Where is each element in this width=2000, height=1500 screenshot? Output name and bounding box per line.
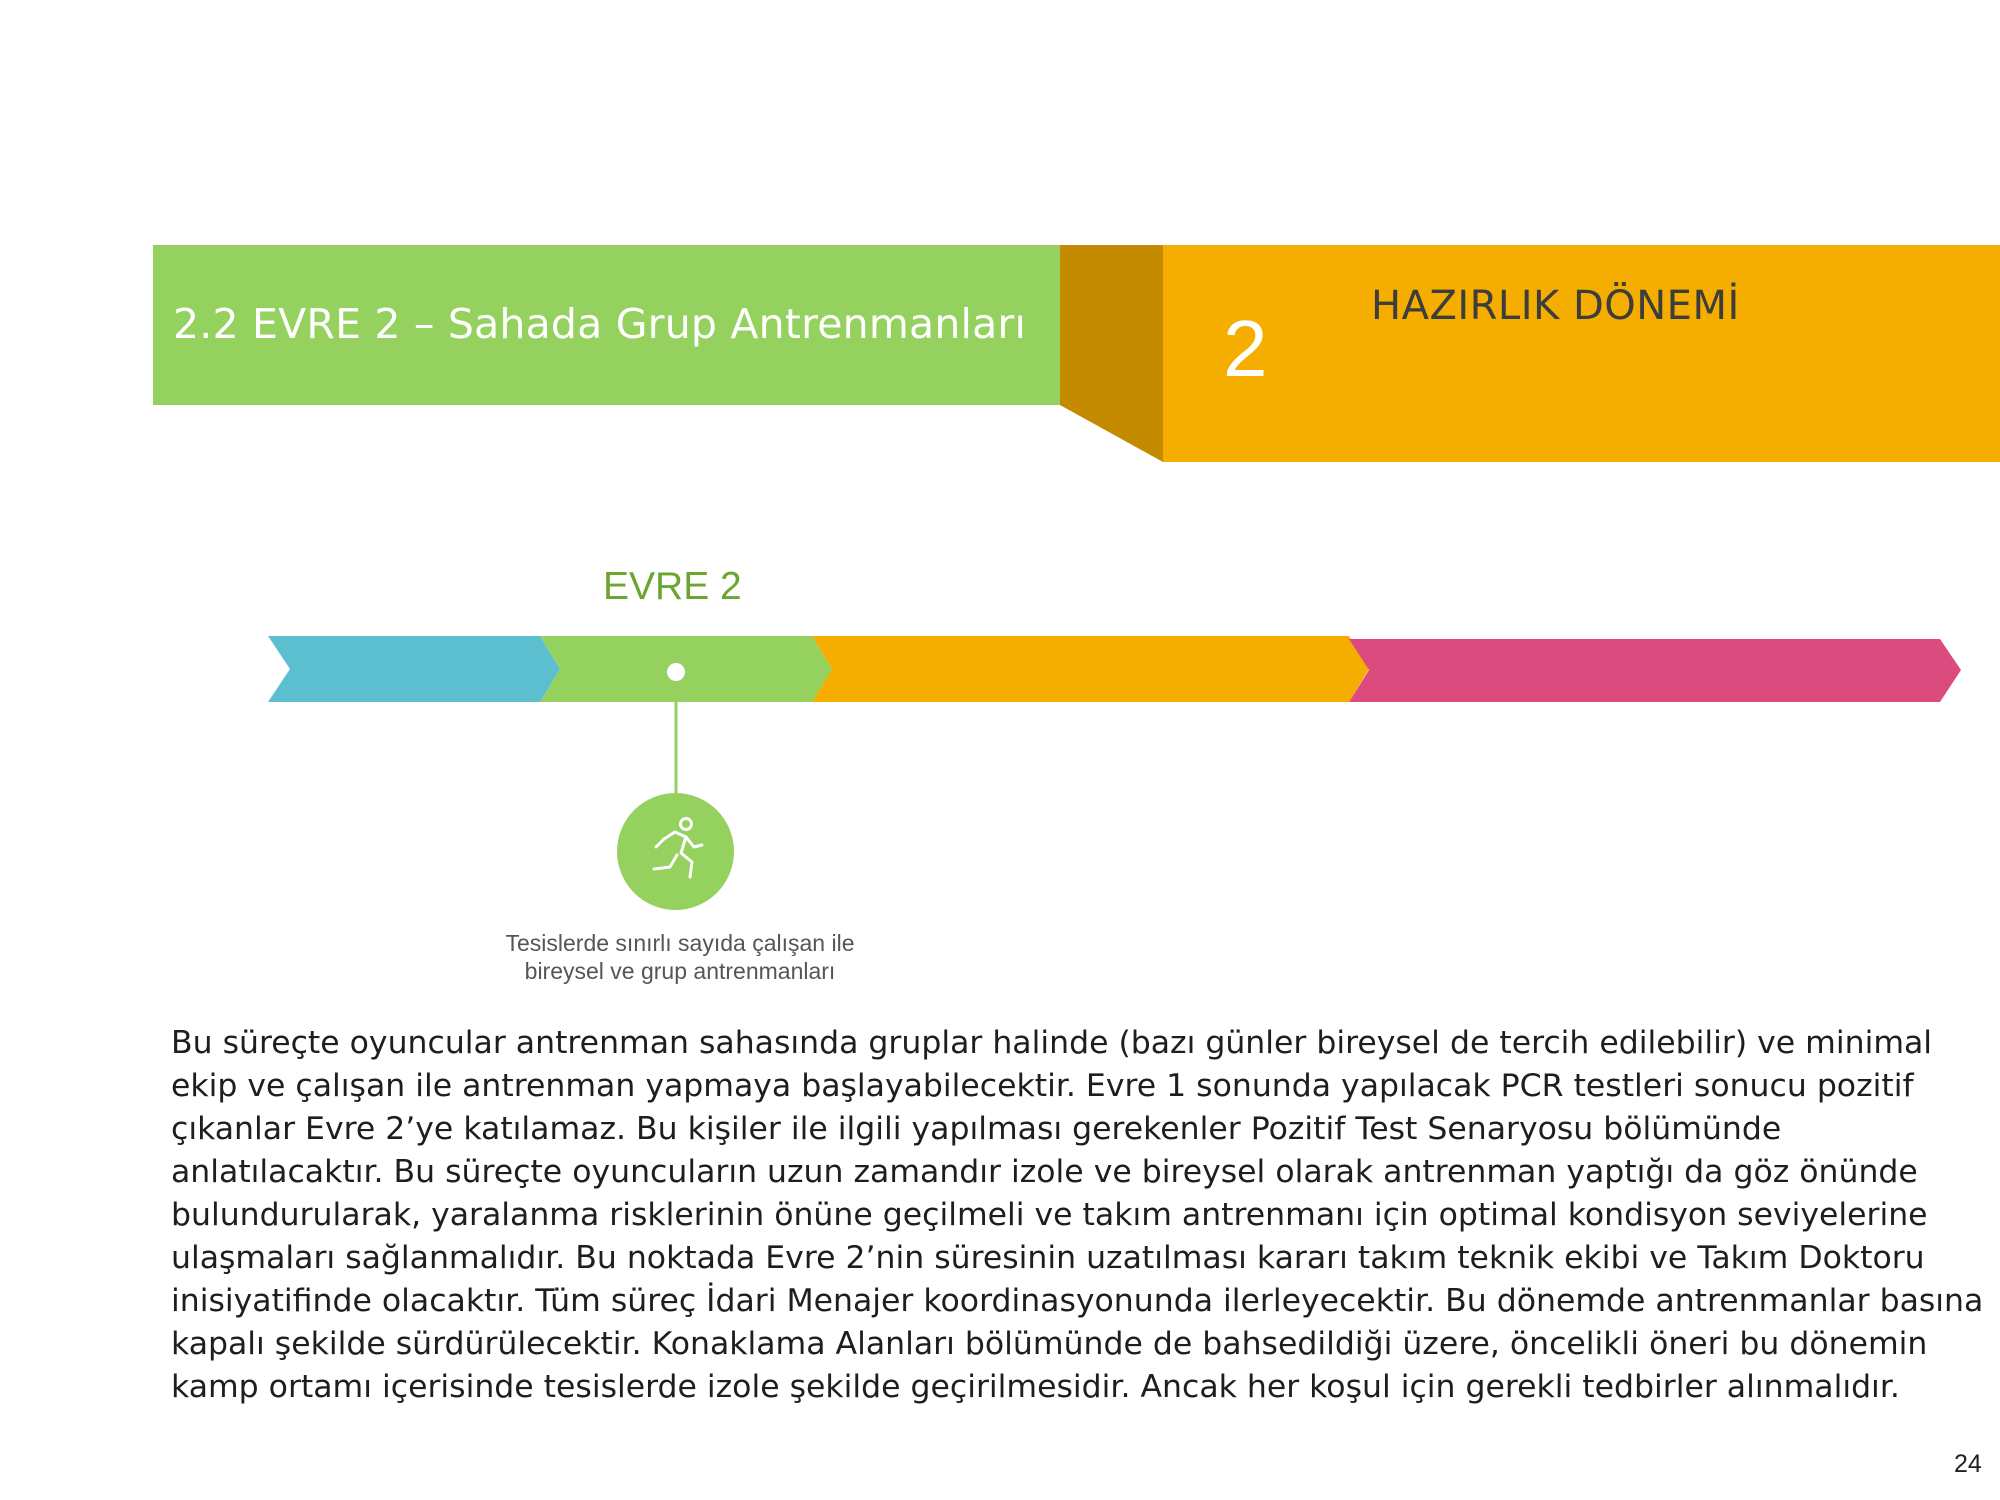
phase-label: EVRE 2 — [603, 565, 742, 608]
body-line: kapalı şekilde sürdürülecektir. Konaklama Alanları bölümünde de bahsedildiği üzere, öncelikli öneri bu dönemin — [171, 1326, 1928, 1362]
runner-icon-badge — [617, 793, 734, 910]
body-line: inisiyatifinde olacaktır. Tüm süreç İdari Menajer koordinasyonunda ilerleyecektir. Bu dönemde antrenmanlar basına — [171, 1283, 1984, 1319]
body-line: bulundurularak, yaralanma risklerinin önüne geçilmeli ve takım antrenmanı için optimal kondisyon seviyelerine — [171, 1197, 1928, 1233]
timeline-segment-1 — [268, 636, 560, 702]
running-person-icon — [644, 815, 708, 885]
body-line: kamp ortamı içerisinde tesislerde izole şekilde geçirilmesidir. Ancak her koşul için gerekli tedbirler alınmalıdır. — [171, 1369, 1900, 1405]
page-number: 24 — [1954, 1450, 1982, 1478]
body-line: çıkanlar Evre 2’ye katılamaz. Bu kişiler ile ilgili yapılması gerekenler Pozitif Test Senaryosu bölümünde — [171, 1111, 1782, 1147]
timeline-caption — [440, 929, 920, 985]
caption-line: Tesislerde sınırlı sayıda çalışan ile — [505, 930, 855, 956]
section-title: 2.2 EVRE 2 – Sahada Grup Antrenmanları — [173, 300, 1027, 348]
chapter-title: HAZIRLIK DÖNEMİ — [1371, 283, 1740, 329]
chapter-number: 2 — [1223, 304, 1268, 393]
timeline-segment-3 — [812, 636, 1369, 702]
body-line: ulaşmaları sağlanmalıdır. Bu noktada Evre 2’nin süresinin uzatılması kararı takım teknik ekibi ve Takım Doktoru — [171, 1240, 1925, 1276]
timeline-current-marker — [667, 663, 685, 681]
timeline-segment-4 — [1349, 639, 1961, 702]
body-paragraph — [171, 1022, 2000, 1409]
body-line: anlatılacaktır. Bu süreçte oyuncuların uzun zamandır izole ve bireysel olarak antrenman yaptığı da göz önünde — [171, 1154, 1918, 1190]
timeline-segment-2 — [540, 636, 832, 702]
caption-line: bireysel ve grup antrenmanları — [524, 958, 836, 984]
body-line: ekip ve çalışan ile antrenman yapmaya başlayabilecektir. Evre 1 sonunda yapılacak PCR testleri sonucu pozitif — [171, 1068, 1914, 1104]
body-line: Bu süreçte oyuncular antrenman sahasında gruplar halinde (bazı günler bireysel de tercih edilebilir) ve minimal — [171, 1025, 1933, 1061]
